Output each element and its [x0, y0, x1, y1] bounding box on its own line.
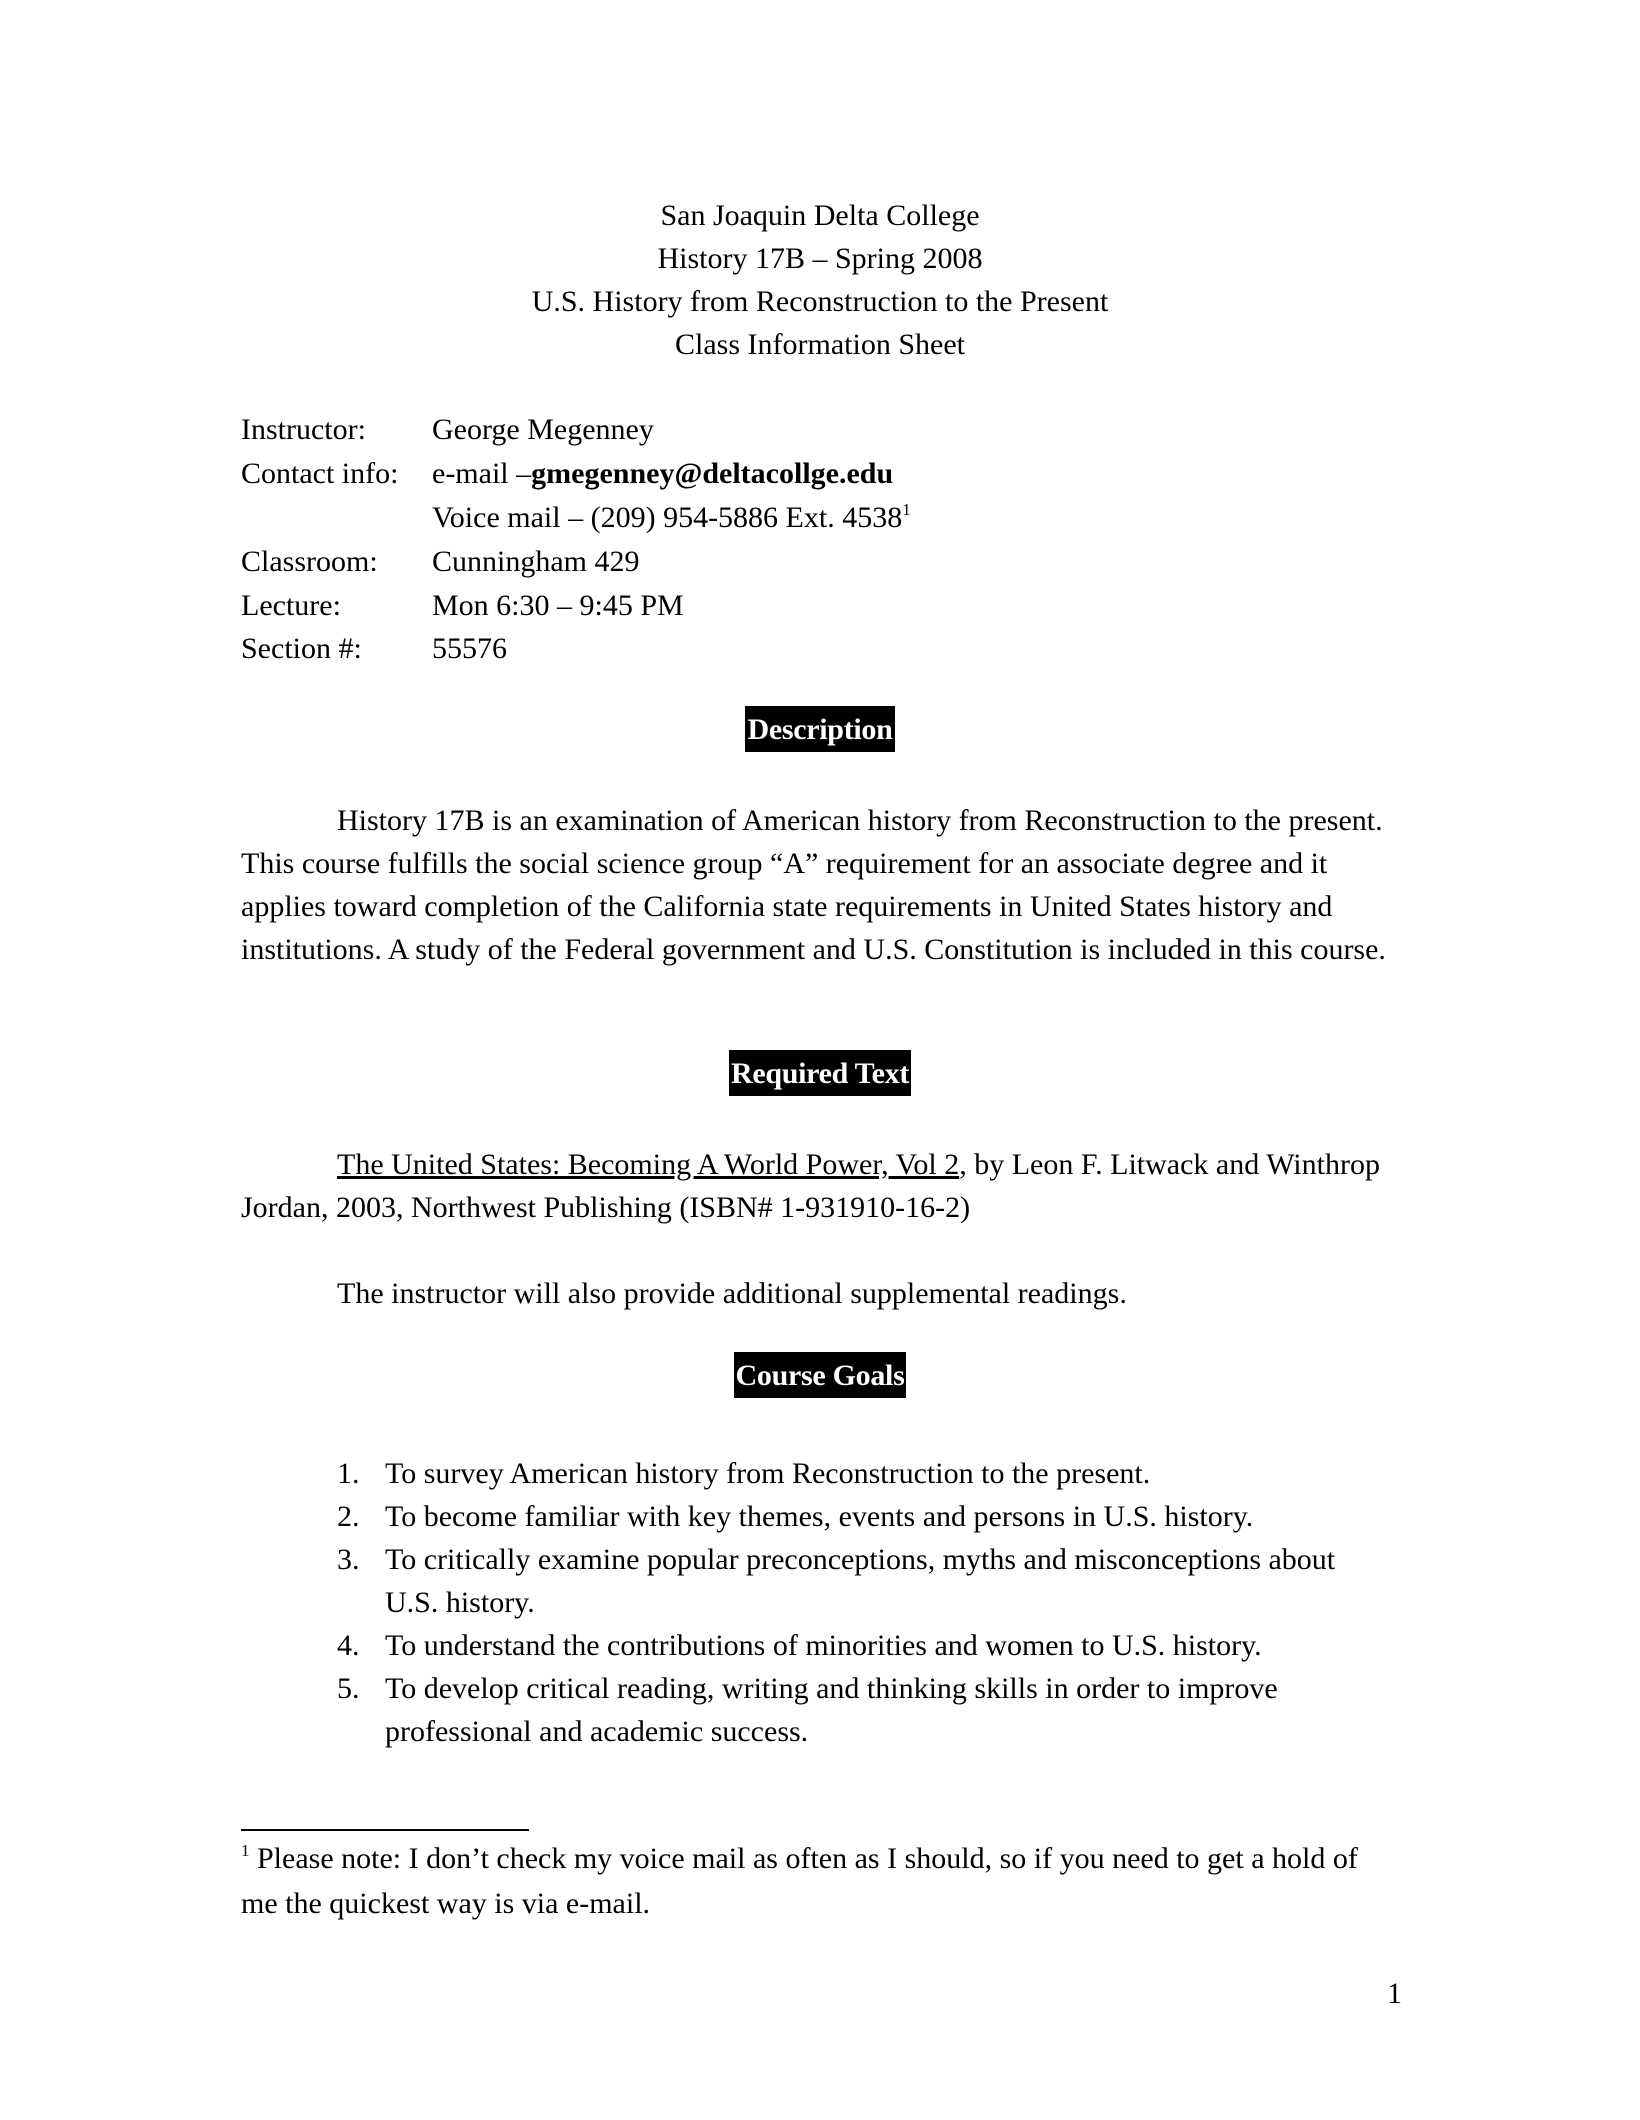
- goal-number: 2.: [337, 1500, 360, 1533]
- list-item: [337, 1624, 1387, 1667]
- lecture-value: Mon 6:30 – 9:45 PM: [432, 588, 684, 622]
- section-label: Section #:: [241, 632, 362, 666]
- supplemental-readings: The instructor will also provide additional supplemental readings.: [337, 1277, 1127, 1310]
- list-item: [337, 1495, 1387, 1538]
- classroom-label: Classroom:: [241, 545, 378, 579]
- footnote-text: Please note: I don’t check my voice mail as often as I should, so if you need to get a hold of me the quickest way is via e-mail.: [241, 1842, 1358, 1920]
- goal-number: 3.: [337, 1543, 360, 1576]
- book-title: The United States: Becoming A World Power, Vol 2: [337, 1148, 960, 1181]
- goal-text: To understand the contributions of minorities and women to U.S. history.: [385, 1629, 1262, 1662]
- goal-number: 5.: [337, 1672, 360, 1705]
- book-details: , by Leon F. Litwack and Winthrop Jordan, 2003, Northwest Publishing (ISBN# 1-931910-16-2): [241, 1148, 1380, 1224]
- goal-text: To critically examine popular preconceptions, myths and misconceptions about U.S. history.: [385, 1543, 1336, 1619]
- footnote-reference: 1: [902, 500, 911, 520]
- course-goals-heading-wrap: [0, 1352, 1640, 1398]
- document-header: [0, 194, 1640, 366]
- list-item: [337, 1538, 1387, 1624]
- voicemail-text: Voice mail – (209) 954-5886 Ext. 4538: [432, 501, 903, 535]
- contact-label: Contact info:: [241, 456, 399, 490]
- footnote-divider: [241, 1829, 529, 1831]
- description-text: History 17B is an examination of American history from Reconstruction to the present. This course fulfills the social science group “A” requirement for an associate degree and it applies toward completion of the California state requirements in United States history and institutions. A study of the Federal government and U.S. Constitution is included in this course.: [241, 804, 1386, 966]
- goal-number: 4.: [337, 1629, 360, 1662]
- footnote: [241, 1836, 1401, 1926]
- required-text-heading: Required Text: [729, 1050, 911, 1096]
- goal-text: To become familiar with key themes, events and persons in U.S. history.: [385, 1500, 1254, 1533]
- email-prefix: e-mail –: [432, 456, 532, 490]
- course-goals-heading: Course Goals: [734, 1352, 907, 1398]
- voicemail-value: [432, 495, 911, 540]
- description-heading: Description: [745, 706, 894, 752]
- goal-number: 1.: [337, 1457, 360, 1490]
- page-number: 1: [1387, 1977, 1402, 2010]
- goal-text: To develop critical reading, writing and thinking skills in order to improve professional and academic success.: [385, 1672, 1278, 1748]
- instructor-value: George Megenney: [432, 413, 654, 446]
- instructor-label: Instructor:: [241, 413, 366, 446]
- course-goals-list: [337, 1452, 1387, 1753]
- course-term: History 17B – Spring 2008: [657, 242, 983, 275]
- list-item: [337, 1452, 1387, 1495]
- footnote-mark: 1: [241, 1841, 250, 1860]
- lecture-label: Lecture:: [241, 588, 341, 622]
- required-book: [241, 1143, 1401, 1229]
- description-heading-wrap: [0, 706, 1640, 752]
- required-text-heading-wrap: [0, 1050, 1640, 1096]
- sheet-title: Class Information Sheet: [675, 328, 965, 361]
- list-item: [337, 1667, 1387, 1753]
- goal-text: To survey American history from Reconstruction to the present.: [385, 1457, 1151, 1490]
- college-name: San Joaquin Delta College: [660, 199, 980, 232]
- classroom-value: Cunningham 429: [432, 545, 640, 579]
- contact-email: [432, 452, 893, 496]
- course-title: U.S. History from Reconstruction to the Present: [531, 285, 1109, 318]
- section-value: 55576: [432, 632, 507, 666]
- email-address[interactable]: gmegenney@deltacollge.edu: [531, 456, 894, 490]
